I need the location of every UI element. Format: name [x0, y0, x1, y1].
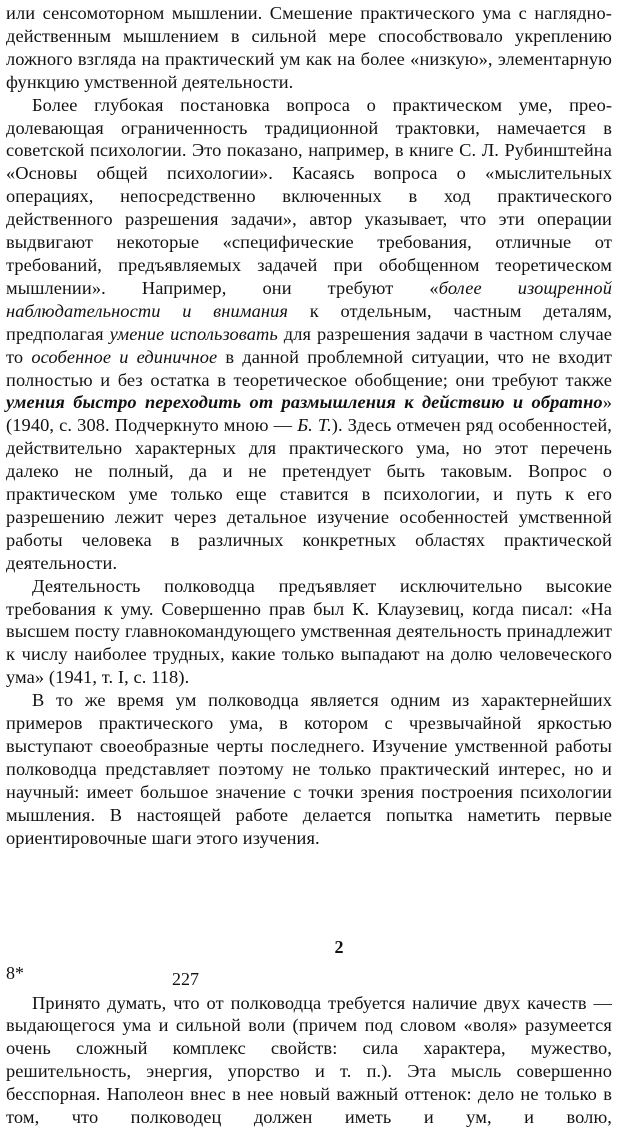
- text-segment: Более глубокая постановка вопроса о практическом уме, преодолевающая ограниченность традиционной трактовки, намечается в советской психологии. Это показано, например, в книге С. Л. Рубинштейна «Основы общей психологии». Касаясь вопроса о «мыслительных операциях, непосредственно включенных в ход практического действенного разрешения задачи», автор указывает, что эти операции выдвигают некоторые «специфические требования, отличные от требований, предъявляемых задачей при обобщенном теоретическом мышлении». Например, они требуют «: [6, 94, 612, 298]
- section-number: 2: [334, 936, 344, 957]
- paragraph-5: [6, 992, 612, 1129]
- section-gap-top: [6, 850, 612, 937]
- page-number: 227: [172, 969, 199, 989]
- text-segment: особенное и единичное: [31, 346, 218, 367]
- text-segment: для разрешения задачи в частном случае то: [6, 323, 612, 367]
- text-segment: ). Здесь отмечен ряд особенностей, действительно характерных для практического ума, но этот перечень далеко не полный, да и не претендует быть таковым. Вопрос о практическом уме только еще ставится в психологии, и путь к его разрешению лежит через детальное изучение особенностей умственной работы человека в различных конкретных областях практической деятельности.: [6, 415, 612, 573]
- paragraph-1: [6, 2, 612, 94]
- text-segment: более изощренной наблюдательности и внимания: [6, 277, 613, 321]
- text-segment: Деятельность полководца предъявляет исключительно высокие требования к уму. Совершенно прав был К. Клаузевиц, когда писал: «На высшем посту главнокомандующего умственная деятельность принадлежит к числу наиболее трудных, какие только выпадают на долю человеческого ума» (1941, т. I, с. 118).: [6, 575, 612, 688]
- text-segment: или сенсомоторном мышлении. Смешение практического ума с наглядно-действенным мышлением в сильной мере способствовало укреплению ложного взгляда на практический ум как на более «низкую», элементарную функцию умственной деятельности.: [6, 3, 612, 92]
- paragraph-3: [6, 575, 612, 690]
- text-segment: » (1940, с. 308. Подчеркнуто мною —: [6, 392, 612, 436]
- signature-mark: 8*: [6, 963, 24, 983]
- page-footer: [6, 963, 612, 993]
- paragraph-4: [6, 689, 612, 849]
- paragraph-2: [6, 94, 612, 575]
- text-segment: к отдельным, частным деталям, предполагая: [6, 300, 612, 344]
- text-segment: Б. Т.: [297, 415, 332, 436]
- text-segment: умение использовать: [109, 323, 278, 344]
- text-segment: Принято думать, что от полководца требуется наличие двух качеств — выдающегося ума и сильной воли (причем под словом «воля» разумеется очень сложный комплекс свойств: сила характера, мужество, решительность, энергия, упорство и т. п.). Эта мысль совершенно бесспорная. Наполеон внес в нее новый важный оттенок: дело не только в том, что полководец должен иметь и ум, и волю,: [6, 992, 612, 1128]
- text-segment: умения быстро переходить от размышления к действию и обратно: [6, 392, 603, 413]
- text-segment: В то же время ум полководца является одним из характернейших примеров практического ума, в котором с чрезвычайной яркостью выступают своеобразные черты последнего. Изучение умственной работы полководца представляет поэтому не только практический интерес, но и научный: имеет большое значение с точки зрения построения психологии мышления. В настоящей работе делается попытка наметить первые ориентировочные шаги этого изучения.: [6, 690, 612, 848]
- text-segment: в данной проблемной ситуации, что не входит полностью и без остатка в теоретическое обобщение; они требуют также: [6, 346, 613, 390]
- page-body: [6, 2, 612, 1129]
